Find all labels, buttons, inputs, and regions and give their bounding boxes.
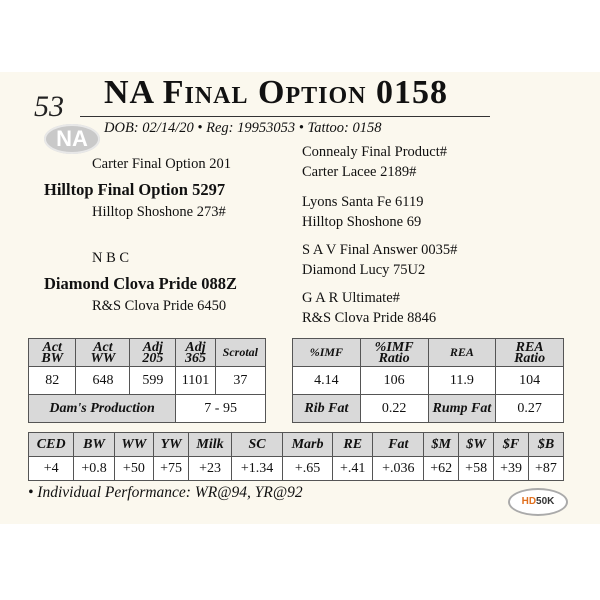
- pedigree-right-1: Connealy Final Product#: [302, 144, 447, 160]
- header-adj-365: Adj 365: [176, 339, 215, 367]
- pedigree-dam-dam: R&S Clova Pride 6450: [92, 298, 227, 314]
- epd-value-marb: +.65: [282, 457, 332, 481]
- na-breed-logo: NA: [44, 124, 100, 154]
- title-underline: [80, 116, 490, 117]
- header-adj-205: Adj 205: [130, 339, 176, 367]
- value-adj-365: 1101: [176, 367, 215, 395]
- epd-header-re: RE: [333, 433, 373, 457]
- epd-header-b-index: $B: [528, 433, 563, 457]
- epd-header-milk: Milk: [189, 433, 232, 457]
- pedigree-dam-sire: N B C: [92, 250, 130, 266]
- pedigree-right-4: Hilltop Shoshone 69: [302, 214, 422, 230]
- pedigree-sire-dam: Hilltop Shoshone 273#: [92, 204, 226, 220]
- header-rea: REA: [428, 339, 496, 367]
- lot-number: 53: [34, 90, 64, 123]
- epd-value-m-index: +62: [424, 457, 459, 481]
- epd-value-ww: +50: [114, 457, 153, 481]
- epd-header-yw: YW: [154, 433, 189, 457]
- pedigree-right-8: R&S Clova Pride 8846: [302, 310, 437, 326]
- dams-production-value: 7 - 95: [176, 395, 266, 423]
- pedigree-right-3: Lyons Santa Fe 6119: [302, 194, 424, 210]
- epd-value-ced: +4: [29, 457, 74, 481]
- pedigree-sire-sire: Carter Final Option 201: [92, 156, 231, 172]
- epd-value-w-index: +58: [459, 457, 494, 481]
- epd-header-m-index: $M: [424, 433, 459, 457]
- header-rea-ratio: REA Ratio: [496, 339, 564, 367]
- value-adj-205: 599: [130, 367, 176, 395]
- animal-name: NA Final Option 0158: [104, 74, 448, 111]
- epd-header-f-index: $F: [494, 433, 529, 457]
- rump-fat-label: Rump Fat: [428, 395, 496, 423]
- animal-details: DOB: 02/14/20 • Reg: 19953053 • Tattoo: 0158: [104, 120, 382, 136]
- epd-header-w-index: $W: [459, 433, 494, 457]
- hd50k-logo: HD50K: [508, 488, 568, 516]
- value-scrotal: 37: [215, 367, 265, 395]
- epd-header-marb: Marb: [282, 433, 332, 457]
- header-act-ww: Act WW: [76, 339, 130, 367]
- carcass-table: [292, 338, 564, 423]
- header-act-bw: Act BW: [29, 339, 76, 367]
- pedigree-sire: Hilltop Final Option 5297: [44, 180, 226, 199]
- epd-header-ww: WW: [114, 433, 153, 457]
- dams-production-label: Dam's Production: [29, 395, 176, 423]
- value-rea: 11.9: [428, 367, 496, 395]
- epd-header-sc: SC: [232, 433, 283, 457]
- epd-table: [28, 432, 564, 481]
- epd-value-fat: +.036: [373, 457, 424, 481]
- epd-value-re: +.41: [333, 457, 373, 481]
- epd-value-milk: +23: [189, 457, 232, 481]
- pedigree-right-7: G A R Ultimate#: [302, 290, 400, 306]
- header-imf: %IMF: [293, 339, 361, 367]
- epd-value-yw: +75: [154, 457, 189, 481]
- header-imf-ratio: %IMF Ratio: [360, 339, 428, 367]
- pedigree-right-2: Carter Lacee 2189#: [302, 164, 417, 180]
- value-rea-ratio: 104: [496, 367, 564, 395]
- pedigree-right-6: Diamond Lucy 75U2: [302, 262, 426, 278]
- weights-table: [28, 338, 266, 423]
- value-imf: 4.14: [293, 367, 361, 395]
- value-act-bw: 82: [29, 367, 76, 395]
- rib-fat-label: Rib Fat: [293, 395, 361, 423]
- epd-header-bw: BW: [74, 433, 114, 457]
- pedigree-right-5: S A V Final Answer 0035#: [302, 242, 458, 258]
- individual-performance: • Individual Performance: WR@94, YR@92: [28, 484, 303, 501]
- epd-header-ced: CED: [29, 433, 74, 457]
- value-act-ww: 648: [76, 367, 130, 395]
- epd-value-b-index: +87: [528, 457, 563, 481]
- rump-fat-value: 0.27: [496, 395, 564, 423]
- epd-value-sc: +1.34: [232, 457, 283, 481]
- epd-value-f-index: +39: [494, 457, 529, 481]
- rib-fat-value: 0.22: [360, 395, 428, 423]
- epd-value-bw: +0.8: [74, 457, 114, 481]
- epd-header-fat: Fat: [373, 433, 424, 457]
- value-imf-ratio: 106: [360, 367, 428, 395]
- pedigree-dam: Diamond Clova Pride 088Z: [44, 274, 237, 293]
- header-scrotal: Scrotal: [215, 339, 265, 367]
